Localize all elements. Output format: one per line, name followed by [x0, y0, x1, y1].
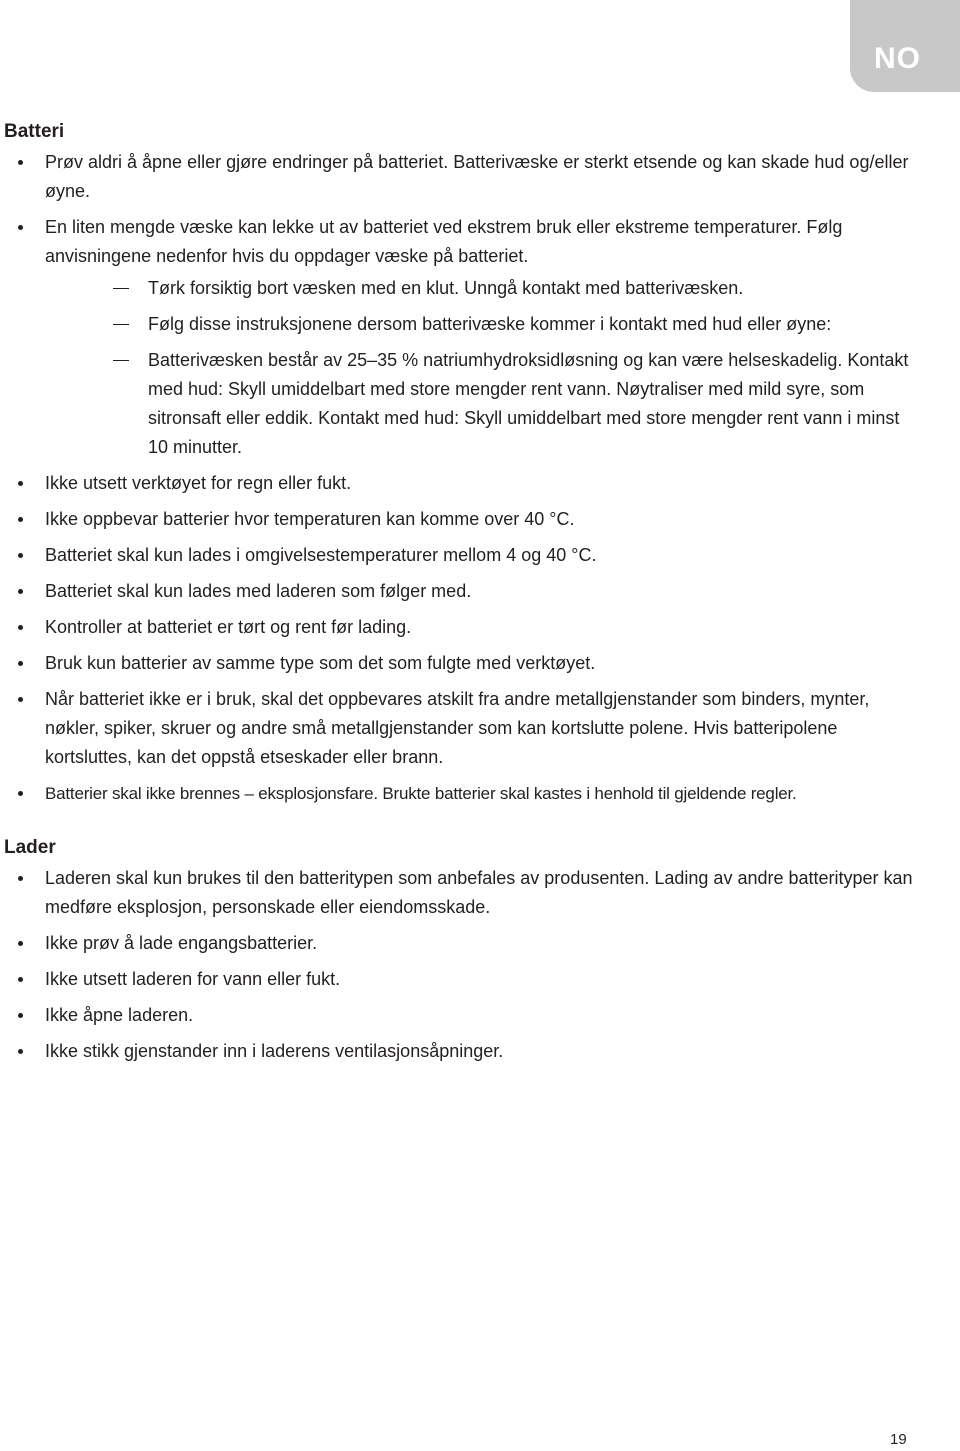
bullet-icon: [18, 517, 23, 522]
list-item-text: Når batteriet ikke er i bruk, skal det oppbevares atskilt fra andre metallgjenstander som binders, mynter, nøkler, spiker, skruer og andre små metallgjenstander som kan kortslutte polene. Hvis batteripolene kortsluttes, kan det oppstå etseskader eller brann.: [45, 689, 870, 767]
list-item: [4, 577, 924, 606]
list-item: [4, 649, 924, 678]
list-item: [4, 213, 924, 462]
list-item-text: En liten mengde væske kan lekke ut av batteriet ved ekstrem bruk eller ekstreme temperaturer. Følg anvisningene nedenfor hvis du oppdager væske på batteriet.: [45, 217, 843, 266]
language-tab: [850, 0, 960, 92]
list-item: [4, 685, 924, 772]
list-item: [4, 1001, 924, 1030]
sublist-item: [45, 346, 924, 462]
list-item-text: Ikke oppbevar batterier hvor temperaturen kan komme over 40 °C.: [45, 509, 575, 529]
batteri-sublist: [45, 274, 924, 462]
dash-icon: [113, 324, 129, 325]
list-item-text: Ikke utsett verktøyet for regn eller fukt.: [45, 473, 352, 493]
list-item-text: Batterier skal ikke brennes – eksplosjonsfare. Brukte batterier skal kastes i henhold til gjeldende regler.: [45, 784, 797, 803]
dash-icon: [113, 360, 129, 361]
bullet-icon: [18, 589, 23, 594]
lader-list: [4, 864, 924, 1066]
bullet-icon: [18, 553, 23, 558]
page-number: 19: [890, 1431, 907, 1448]
batteri-list: [4, 148, 924, 808]
bullet-icon: [18, 977, 23, 982]
list-item: [4, 613, 924, 642]
bullet-icon: [18, 876, 23, 881]
list-item-text: Batteriet skal kun lades i omgivelsestemperaturer mellom 4 og 40 °C.: [45, 545, 597, 565]
list-item: [4, 148, 924, 206]
sublist-item-text: Følg disse instruksjonene dersom batterivæske kommer i kontakt med hud eller øyne:: [148, 314, 832, 334]
bullet-icon: [18, 1049, 23, 1054]
list-item-text: Laderen skal kun brukes til den batteritypen som anbefales av produsenten. Lading av andre batterityper kan medføre eksplosjon, personskade eller eiendomsskade.: [45, 868, 913, 917]
bullet-icon: [18, 160, 23, 165]
list-item-text: Kontroller at batteriet er tørt og rent før lading.: [45, 617, 412, 637]
list-item-text: Ikke åpne laderen.: [45, 1005, 194, 1025]
list-item: [4, 1037, 924, 1066]
list-item-text: Ikke utsett laderen for vann eller fukt.: [45, 969, 341, 989]
list-item-text: Bruk kun batterier av samme type som det som fulgte med verktøyet.: [45, 653, 596, 673]
list-item-text: Prøv aldri å åpne eller gjøre endringer på batteriet. Batterivæske er sterkt etsende og kan skade hud og/eller øyne.: [45, 152, 909, 201]
sublist-item: [45, 310, 924, 339]
list-item: [4, 965, 924, 994]
bullet-icon: [18, 697, 23, 702]
bullet-icon: [18, 225, 23, 230]
list-item: [4, 779, 924, 808]
list-item-text: Batteriet skal kun lades med laderen som følger med.: [45, 581, 472, 601]
bullet-icon: [18, 661, 23, 666]
section-title-lader: Lader: [4, 837, 56, 858]
bullet-icon: [18, 941, 23, 946]
sublist-item-text: Tørk forsiktig bort væsken med en klut. Unngå kontakt med batterivæsken.: [148, 278, 744, 298]
list-item: [4, 469, 924, 498]
list-item-text: Ikke stikk gjenstander inn i laderens ventilasjonsåpninger.: [45, 1041, 504, 1061]
section-title-batteri: Batteri: [4, 121, 65, 142]
list-item: [4, 541, 924, 570]
list-item: [4, 864, 924, 922]
bullet-icon: [18, 481, 23, 486]
list-item: [4, 929, 924, 958]
page-content: [4, 118, 924, 1073]
language-code: NO: [874, 42, 921, 75]
dash-icon: [113, 288, 129, 289]
sublist-item-text: Batterivæsken består av 25–35 % natriumhydroksidløsning og kan være helseskadelig. Kontakt med hud: Skyll umiddelbart med store mengder rent vann. Nøytraliser med mild syre, som sitronsaft eller eddik. Kontakt med hud: Skyll umiddelbart med store mengder rent vann i minst 10 minutter.: [148, 350, 909, 457]
bullet-icon: [18, 625, 23, 630]
bullet-icon: [18, 791, 23, 796]
bullet-icon: [18, 1013, 23, 1018]
list-item-text: Ikke prøv å lade engangsbatterier.: [45, 933, 318, 953]
sublist-item: [45, 274, 924, 303]
list-item: [4, 505, 924, 534]
